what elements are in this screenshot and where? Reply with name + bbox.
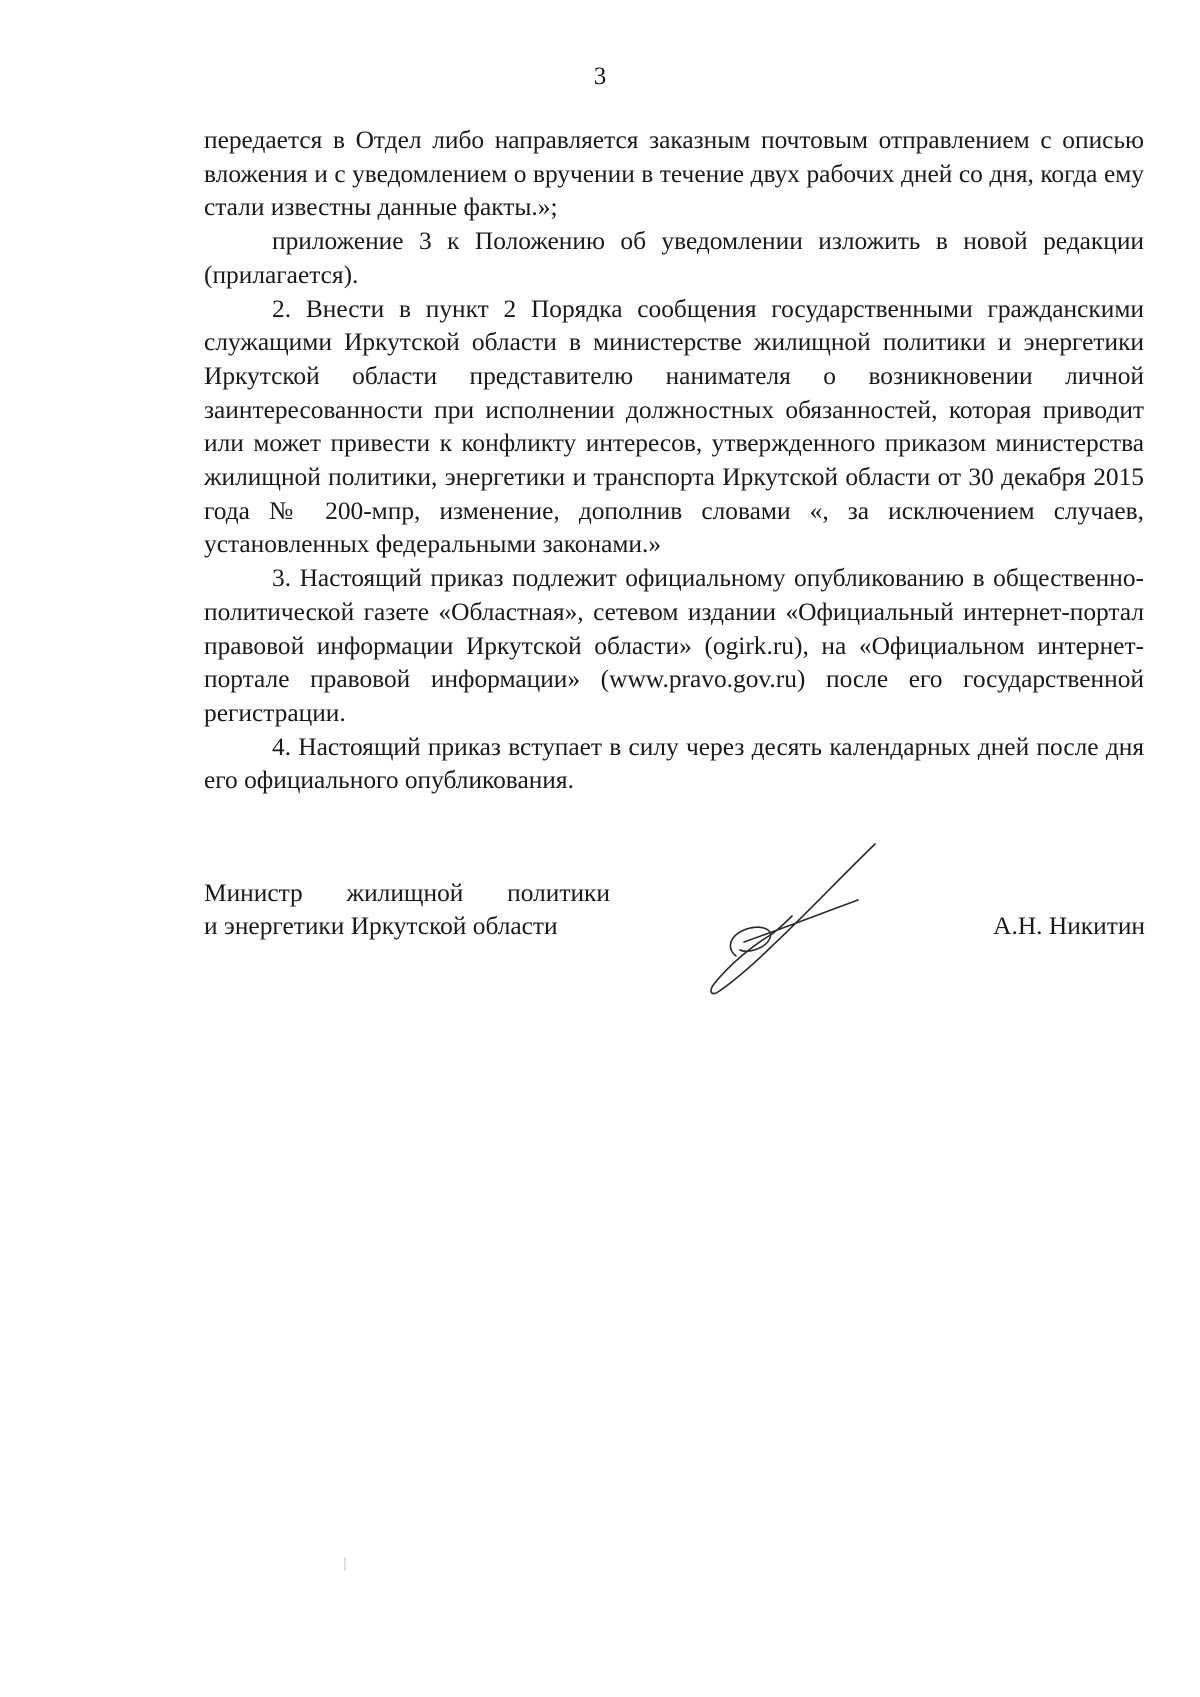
paragraph-item-4: 4. Настоящий приказ вступает в силу через десять календарных дней после дня его официального опубликования. — [204, 732, 1144, 795]
document-body — [204, 124, 1144, 798]
paragraph-appendix-3: приложение 3 к Положению об уведомлении изложить в новой редакции (прилагается). — [204, 227, 1144, 289]
paragraph-item-3: 3. Настоящий приказ подлежит официальному опубликованию в общественно-политической газете «Областная», сетевом издании «Официальный интернет-портал правовой информации Иркутской области» (ogirk.ru), на «Официальном интернет-портале правовой информации» (www.pravo.gov.ru) после его государственной регистрации. — [204, 564, 1144, 727]
signer-position-line-2: и энергетики Иркутской области — [204, 912, 558, 940]
handwritten-signature — [690, 838, 890, 998]
paragraph-item-2: 2. Внести в пункт 2 Порядка сообщения государственными гражданскими служащими Иркутской области в министерстве жилищной политики и энергетики Иркутской области представителю нанимателя о возникновении личной заинтересованности при исполнении должностных обязанностей, которая приводит или может привести к конфликту интересов, утвержденного приказом министерства жилищной политики, энергетики и транспорта Иркутской области от 30 декабря 2015 года № 200-мпр, изменение, дополнив словами «, за исключением случаев, установленных федеральными законами.» — [204, 294, 1144, 559]
signer-position-line-1: Министр жилищной политики — [204, 879, 610, 907]
signer-position — [204, 877, 610, 943]
paragraph-continuation: передается в Отдел либо направляется заказным почтовым отправлением с описью вложения и с уведомлением о вручении в течение двух рабочих дней со дня, когда ему стали известны данные факты.»; — [204, 126, 1144, 222]
scan-mark — [344, 1557, 346, 1571]
page-number: 3 — [593, 63, 607, 90]
signer-name: А.Н. Никитин — [993, 912, 1145, 940]
